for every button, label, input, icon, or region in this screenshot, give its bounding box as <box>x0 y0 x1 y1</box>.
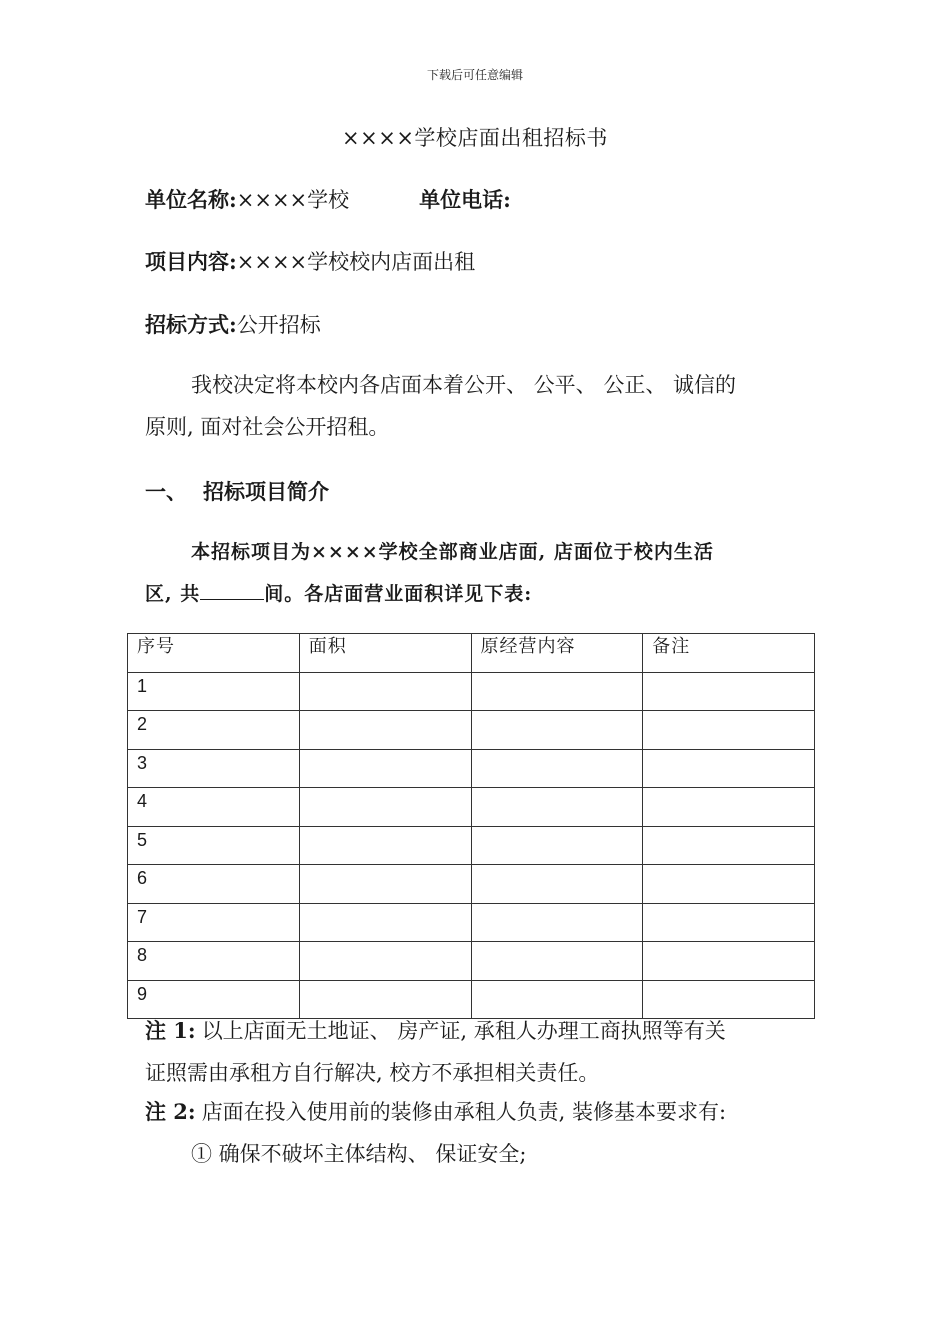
table-cell <box>643 672 815 711</box>
table-cell <box>643 749 815 788</box>
unit-name-label: 单位名称: <box>145 187 237 212</box>
section1-line-2-suffix: 间。各店面营业面积详见下表: <box>264 583 533 605</box>
table-cell <box>299 865 471 904</box>
table-cell <box>471 903 643 942</box>
note1-text-1: 以上店面无土地证、 房产证, 承租人办理工商执照等有关 <box>201 1019 726 1043</box>
table-cell <box>471 788 643 827</box>
project-label: 项目内容: <box>145 249 237 274</box>
table-row <box>128 865 815 904</box>
table-header-cell: 序号 <box>128 634 300 673</box>
table-cell <box>643 826 815 865</box>
table-cell <box>471 826 643 865</box>
table-header-cell: 面积 <box>299 634 471 673</box>
table-cell: 6 <box>128 865 300 904</box>
table-cell <box>299 788 471 827</box>
table-cell <box>643 942 815 981</box>
table-cell: 3 <box>128 749 300 788</box>
table-row <box>128 672 815 711</box>
table-cell: 5 <box>128 826 300 865</box>
table-row <box>128 826 815 865</box>
table-cell <box>471 749 643 788</box>
table-cell: 2 <box>128 711 300 750</box>
table-cell <box>643 903 815 942</box>
table-cell <box>299 826 471 865</box>
note1-label: 注 1: <box>145 1018 196 1043</box>
table-header-row <box>128 634 815 673</box>
table-cell <box>299 749 471 788</box>
note2-label: 注 2: <box>145 1099 196 1124</box>
note2-block <box>145 1091 805 1175</box>
table-cell <box>643 788 815 827</box>
unit-name-value: ××××学校 <box>236 188 350 212</box>
note1-line-1 <box>145 1010 805 1052</box>
section1-title: 招标项目简介 <box>203 479 329 504</box>
method-label: 招标方式: <box>145 312 237 337</box>
table-row <box>128 711 815 750</box>
note2-line-1 <box>145 1091 805 1133</box>
table-row <box>128 942 815 981</box>
project-line <box>145 246 475 276</box>
table-cell <box>471 711 643 750</box>
table-cell <box>299 903 471 942</box>
table-cell <box>643 865 815 904</box>
table-cell: 1 <box>128 672 300 711</box>
table-cell <box>299 672 471 711</box>
shop-area-table <box>127 633 815 1019</box>
table-cell <box>299 711 471 750</box>
table-row <box>128 788 815 827</box>
table-row <box>128 749 815 788</box>
project-value: ××××学校校内店面出租 <box>236 250 476 274</box>
method-line <box>145 309 321 339</box>
note1-line-2: 证照需由承租方自行解决, 校方不承担相关责任。 <box>145 1061 600 1085</box>
section1-number: 一、 <box>145 479 187 504</box>
section1-line-2-prefix: 区, 共 <box>145 583 201 605</box>
count-blank-field <box>200 581 264 600</box>
intro-line-1: 我校决定将本校内各店面本着公开、 公平、 公正、 诚信的 <box>191 373 737 397</box>
table-cell: 4 <box>128 788 300 827</box>
section1-line-1: 本招标项目为××××学校全部商业店面, 店面位于校内生活 <box>191 541 714 563</box>
table-cell <box>471 865 643 904</box>
note1-block <box>145 1010 805 1094</box>
intro-paragraph <box>145 364 805 448</box>
note2-item-1: ① 确保不破坏主体结构、 保证安全; <box>191 1142 527 1166</box>
table-cell <box>643 711 815 750</box>
note2-text-1: 店面在投入使用前的装修由承租人负责, 装修基本要求有: <box>201 1100 727 1124</box>
document-title: ××××学校店面出租招标书 <box>342 126 608 150</box>
table-cell: 7 <box>128 903 300 942</box>
method-value: 公开招标 <box>236 313 321 337</box>
table-cell <box>471 942 643 981</box>
section1-line-2 <box>145 573 805 615</box>
table-row <box>128 903 815 942</box>
table-cell: 9 <box>128 980 300 1019</box>
intro-line-2: 原则, 面对社会公开招租。 <box>145 415 390 439</box>
page-header-note: 下载后可任意编辑 <box>426 68 523 82</box>
table-header-cell: 原经营内容 <box>471 634 643 673</box>
unit-phone-label: 单位电话: <box>419 187 511 212</box>
table-cell <box>299 942 471 981</box>
section1-heading <box>145 476 329 506</box>
section1-paragraph <box>145 531 805 615</box>
table-cell: 8 <box>128 942 300 981</box>
table-header-cell: 备注 <box>643 634 815 673</box>
table-cell <box>471 672 643 711</box>
unit-line <box>145 184 511 214</box>
